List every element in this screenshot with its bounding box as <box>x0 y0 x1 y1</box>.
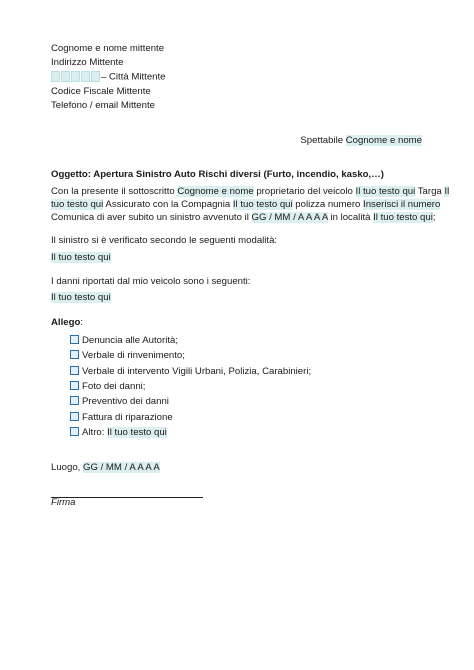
attachment-label: Preventivo dei danni <box>82 396 169 407</box>
attachment-label: Denuncia alle Autorità; <box>82 335 178 346</box>
sender-address: Indirizzo Mittente <box>51 57 124 68</box>
modality-label: Il sinistro si è verificato secondo le seguenti modalità: <box>51 235 278 246</box>
attachment-item <box>70 366 311 378</box>
sender-contact: Telefono / email Mittente <box>51 100 155 111</box>
attachment-label: Altro: <box>82 427 105 438</box>
recipient-line <box>300 135 422 147</box>
body-line-3 <box>51 212 436 224</box>
vehicle-field[interactable]: Il tuo testo qui <box>355 186 416 197</box>
damages-line <box>51 292 111 304</box>
recipient-prefix: Spettabile <box>300 135 344 146</box>
checkbox-icon[interactable] <box>70 427 79 436</box>
plate-field[interactable]: Il <box>444 186 450 197</box>
modality-line <box>51 252 111 264</box>
checkbox-icon[interactable] <box>70 335 79 344</box>
plate-field-continued[interactable]: tuo testo qui <box>51 199 104 210</box>
body-text: in località <box>330 212 371 223</box>
attachments-label: Allego <box>51 317 81 328</box>
checkbox-icon[interactable] <box>70 366 79 375</box>
checkbox-icon[interactable] <box>70 350 79 359</box>
recipient-name-field[interactable]: Cognome e nome <box>345 135 422 146</box>
damages-label: I danni riportati dal mio veicolo sono i seguenti: <box>51 276 251 287</box>
closing-date-field[interactable]: GG / MM / A A A A <box>83 462 160 473</box>
attachment-item <box>70 396 169 408</box>
attachment-item <box>70 381 145 393</box>
attachment-item <box>70 412 173 424</box>
subject-line: Oggetto: Apertura Sinistro Auto Rischi diversi (Furto, incendio, kasko,…) <box>51 169 384 180</box>
checkbox-icon[interactable] <box>70 396 79 405</box>
place-date-line <box>51 462 160 474</box>
body-text: Comunica di aver subito un sinistro avvenuto il <box>51 212 249 223</box>
body-text: Assicurato con la Compagnia <box>105 199 231 210</box>
attachment-label: Verbale di intervento Vigili Urbani, Polizia, Carabinieri; <box>82 366 312 377</box>
body-text: Con la presente il sottoscritto <box>51 186 175 197</box>
attachments-colon: : <box>80 317 83 328</box>
attachment-label: Foto dei danni; <box>82 381 146 392</box>
body-line-2 <box>51 199 440 211</box>
attachment-item <box>70 335 178 347</box>
body-text: polizza numero <box>295 199 361 210</box>
accident-date-field[interactable]: GG / MM / A A A A <box>251 212 328 223</box>
attachment-item <box>70 427 167 439</box>
body-line-1 <box>51 186 449 198</box>
sender-city: – Città Mittente <box>101 71 166 83</box>
modality-field[interactable]: Il tuo testo qui <box>51 252 111 263</box>
damages-field[interactable]: Il tuo testo qui <box>51 292 111 303</box>
sender-fiscal-code: Codice Fiscale Mittente <box>51 86 151 97</box>
checkbox-icon[interactable] <box>70 412 79 421</box>
insurance-company-field[interactable]: Il tuo testo qui <box>232 199 293 210</box>
accident-place-field[interactable]: Il tuo testo qui <box>373 212 433 223</box>
checkbox-icon[interactable] <box>70 381 79 390</box>
place-label: Luogo, <box>51 462 81 473</box>
attachment-item <box>70 350 185 362</box>
signature-label: Firma <box>51 497 76 508</box>
owner-name-field[interactable]: Cognome e nome <box>177 186 254 197</box>
attachment-label: Verbale di rinvenimento; <box>82 350 185 361</box>
postal-code-boxes[interactable] <box>51 71 101 83</box>
other-attachment-field[interactable]: Il tuo testo qui <box>107 427 167 438</box>
attachments-heading <box>51 317 83 329</box>
policy-number-field[interactable]: Inserisci il numero <box>363 199 441 210</box>
sender-city-line <box>51 71 166 84</box>
body-text: Targa <box>417 186 442 197</box>
attachment-label: Fattura di riparazione <box>82 412 173 423</box>
body-text: proprietario del veicolo <box>256 186 353 197</box>
sender-name: Cognome e nome mittente <box>51 43 165 54</box>
body-text: ; <box>432 212 436 223</box>
